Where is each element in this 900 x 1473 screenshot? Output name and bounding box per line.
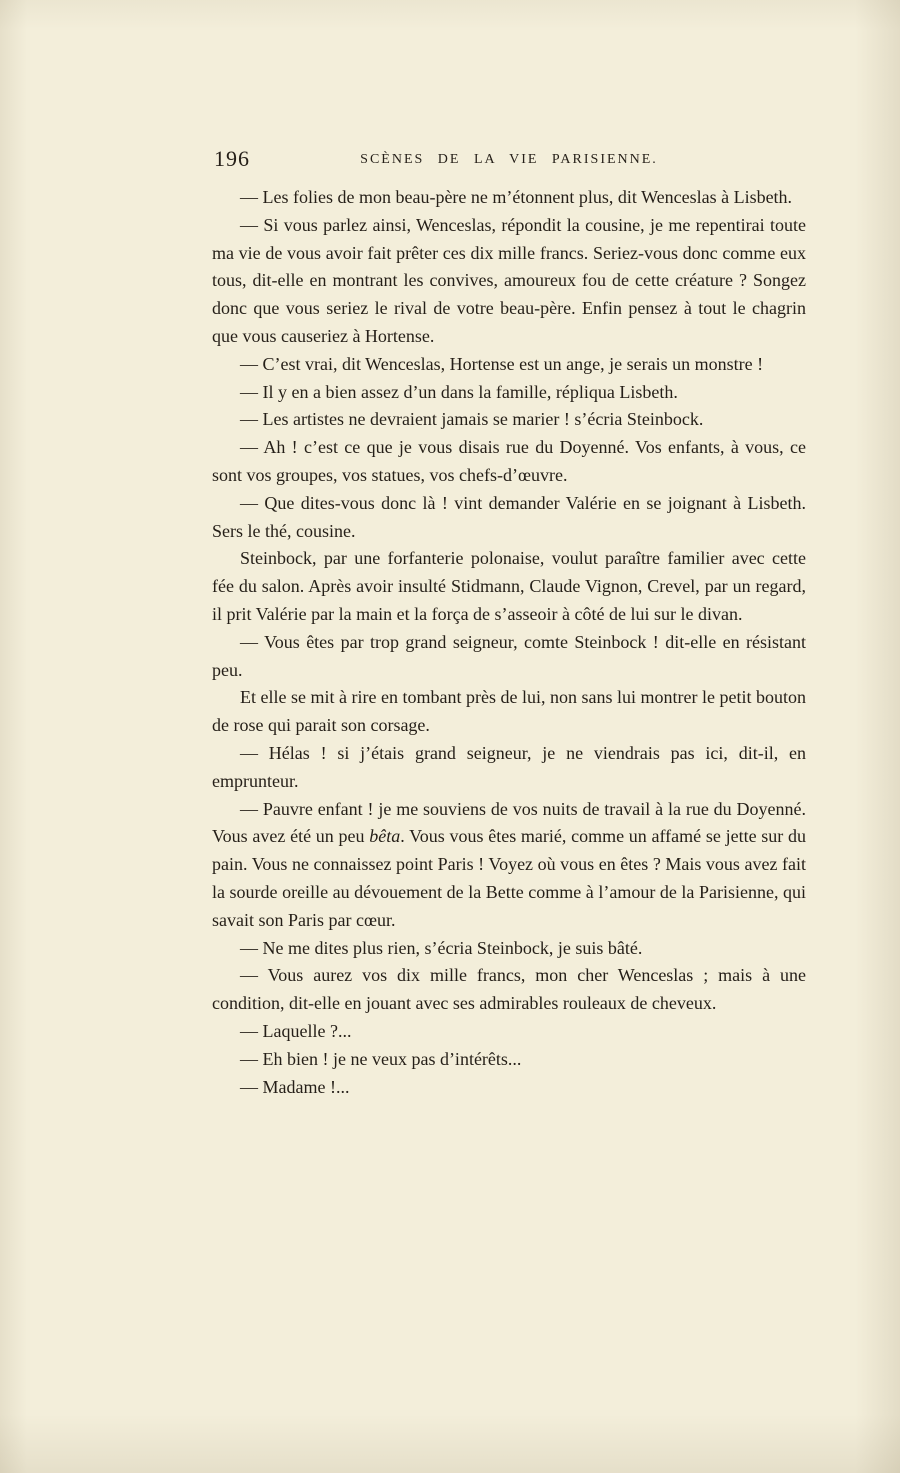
text-run: — Eh bien ! je ne veux pas d’intérêts... bbox=[240, 1048, 522, 1069]
paragraph bbox=[212, 796, 806, 935]
paragraph bbox=[212, 1018, 806, 1046]
text-run: — Ne me dites plus rien, s’écria Steinbock, je suis bâté. bbox=[240, 937, 643, 958]
text-run: — Les artistes ne devraient jamais se marier ! s’écria Steinbock. bbox=[240, 409, 704, 430]
running-title: SCÈNES DE LA VIE PARISIENNE. bbox=[360, 152, 658, 167]
text-run: — Ah ! c’est ce que je vous disais rue du Doyenné. Vos enfants, à vous, ce sont vos groupes, vos statues, vos chefs-d’œuvre. bbox=[212, 437, 806, 485]
paragraph bbox=[212, 740, 806, 796]
paragraph bbox=[212, 351, 806, 379]
text-run: — Que dites-vous donc là ! vint demander Valérie en se joignant à Lisbeth. Sers le thé, cousine. bbox=[212, 492, 806, 541]
text-run: — C’est vrai, dit Wenceslas, Hortense est un ange, je serais un monstre ! bbox=[240, 353, 764, 374]
text-run: . Vous vous êtes marié, comme un affamé se jette sur du pain. Vous ne connaissez point Paris ! Voyez où vous en êtes ? Mais vous avez fait la sourde oreille au dévouement de la Bette comme à l’amour de la Parisienne, qui savait son Paris par cœur. bbox=[212, 826, 806, 930]
paragraph bbox=[212, 379, 806, 407]
running-header-row bbox=[212, 146, 806, 174]
text-run: — Vous êtes par trop grand seigneur, comte Steinbock ! dit-elle en résistant peu. bbox=[212, 631, 806, 680]
page-number: 196 bbox=[214, 146, 250, 171]
paragraph bbox=[212, 962, 806, 1018]
paragraph bbox=[212, 684, 806, 740]
paragraph bbox=[212, 935, 806, 963]
paragraph bbox=[212, 545, 806, 628]
text-run: — Hélas ! si j’étais grand seigneur, je ne viendrais pas ici, dit-il, en emprunteur. bbox=[212, 742, 806, 791]
text-run: — Les folies de mon beau-père ne m’étonnent plus, dit Wenceslas à Lisbeth. bbox=[240, 187, 793, 207]
paragraph bbox=[212, 406, 806, 434]
text-run: — Laquelle ?... bbox=[240, 1020, 352, 1041]
text-run: — Pauvre enfant ! je me souviens de vos nuits de travail à la rue du Doyenné. Vous avez été un peu bbox=[212, 798, 806, 847]
text-run: Et elle se mit à rire en tombant près de lui, non sans lui montrer le petit bouton de rose qui parait son corsage. bbox=[212, 687, 806, 736]
italic-text-run: bêta bbox=[369, 826, 401, 847]
paragraph bbox=[212, 1074, 806, 1102]
paragraph bbox=[212, 212, 806, 351]
paragraph bbox=[212, 629, 806, 685]
text-run: — Vous aurez vos dix mille francs, mon cher Wenceslas ; mais à une condition, dit-elle en jouant avec ses admirables rouleaux de cheveux. bbox=[212, 965, 806, 1014]
text-run: — Madame !... bbox=[240, 1076, 350, 1097]
page-body bbox=[212, 184, 806, 1101]
text-run: — Il y en a bien assez d’un dans la famille, répliqua Lisbeth. bbox=[240, 381, 678, 402]
paragraph bbox=[212, 1046, 806, 1074]
paragraph bbox=[212, 184, 806, 212]
paragraph bbox=[212, 490, 806, 546]
text-run: — Si vous parlez ainsi, Wenceslas, répondit la cousine, je me repentirai toute ma vie de vous avoir fait prêter ces dix mille francs. Seriez-vous donc comme eux tous, dit-elle en montrant les convives, amoureux fou de cette créature ? Songez donc que vous seriez le rival de votre beau-père. Enfin pensez à tout le chagrin que vous causeriez à Hortense. bbox=[212, 214, 806, 346]
paragraph bbox=[212, 434, 806, 490]
text-run: Steinbock, par une forfanterie polonaise, voulut paraître familier avec cette fée du salon. Après avoir insulté Stidmann, Claude Vignon, Crevel, par un regard, il prit Valérie par la main et la força de s’asseoir à côté de lui sur le divan. bbox=[212, 548, 806, 624]
